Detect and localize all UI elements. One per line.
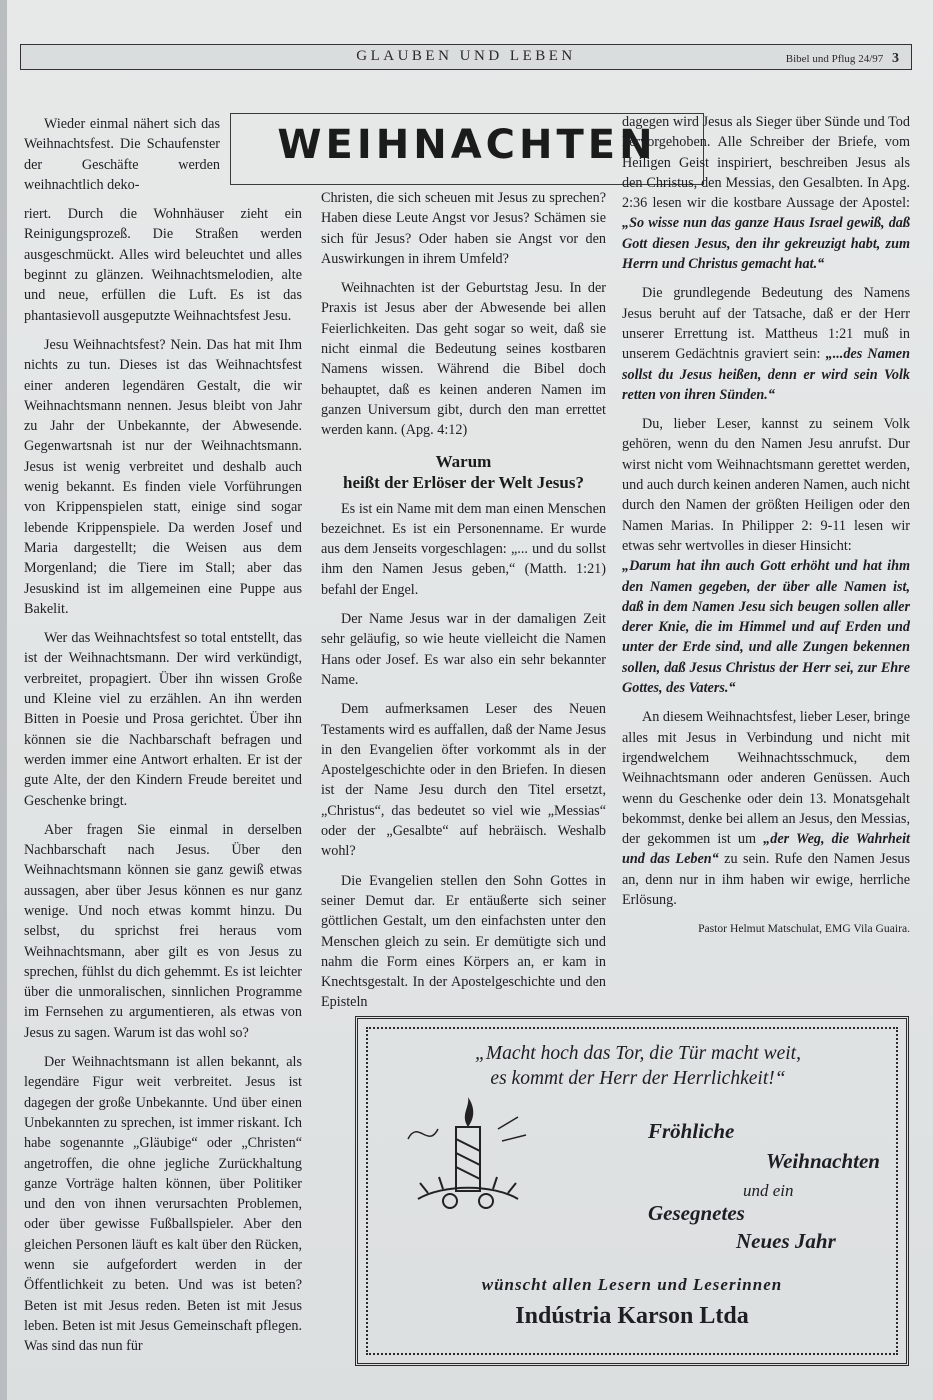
- text-run: An diesem Weihnachtsfest, lieber Leser, bringe alles mit Jesus in Verbindung und nicht mit irgendwelchem Weihnachtsschmuck, dem Weihnachtsmann oder anderen Genüssen. Auch wenn du Geschenke oder dein 13. Monatsgehalt bekommst, denke bei allem an Jesus, den Messias, der gekommen ist um: [622, 709, 910, 848]
- subheading-line-2: heißt der Erlöser der Welt Jesus?: [343, 472, 584, 492]
- publication-name: Bibel und Pflug: [785, 53, 856, 65]
- text-run: zu sein. Rufe den Namen Jesus an, denn nur in ihm haben wir ewige, herrliche Erlösung.: [622, 851, 911, 908]
- paragraph: Es ist ein Name mit dem man einen Menschen bezeichnet. Es ist ein Personenname. Er wurde aus dem Jenseits vorgeschlagen: „... und du sollst ihm den Namen Jesus geben,“ (Matth. 1:21) befahl der Engel.: [321, 500, 606, 598]
- paragraph: Aber fragen Sie einmal in derselben Nachbarschaft nach Jesus. Über den Weihnachtsmann können sie ganz gewiß etwas aussagen, aber über Jesus können es nur ganz wenige. Und noch etwas kommt hinzu. Du selbst, du sprichst frei heraus vom Weihnachtsmann, aber gilt es von Jesus zu sprechen, fühlst du dich gehemmt. Es ist leichter über die unmoralischen, sinnlichen Programme im Fernsehen zu argumentieren, als etwas von Jesus zu sagen. Warum ist das wohl so?: [24, 821, 302, 1041]
- paragraph: Wer das Weihnachtsfest so total entstellt, das ist der Weihnachtsmann. Der wird verkündigt, verbreitet, propagiert. Über ihn wissen Große und Kleine viel zu erzählen. An ihn werden Bitten in Poesie und Prosa gerichtet. Über ihn können sie die Nachbarschaft befragen und werden immer eine Antwort erhalten. Er ist der gute Alte, der den Kindern Freude bereitet und Geschenke bringt.: [24, 630, 302, 809]
- paragraph: [622, 414, 910, 698]
- ad-quote: [428, 1041, 848, 1091]
- issue-number: 24/97: [858, 53, 884, 65]
- paragraph: Dem aufmerksamen Leser des Neuen Testaments wird es auffallen, daß der Name Jesus in den Evangelien öfter vorkommt als in der Apostelgeschichte oder in den Briefen. In diesen ist der Name Jesu durch den Titel ersetzt, „Christus“, das bedeutet so viel wie „Messias“ oder der „Gesalbte“ auf hebräisch. Weshalb wohl?: [321, 701, 606, 860]
- paragraph: [622, 283, 910, 405]
- christmas-advertisement: [355, 1016, 909, 1366]
- ad-wish-line: wünscht allen Lesern und Leserinnen: [481, 1275, 783, 1294]
- subheading-line-1: Warum: [435, 451, 492, 471]
- paragraph: riert. Durch die Wohnhäuser zieht ein Reinigungsprozeß. Die Straßen werden ausgeschmückt. Alles wird beleuchtet und alles beginnt zu glänzen. Weihnachtsmelodien, alte und neue, erfüllen die Luft. Es ist das phantasievoll ausgeputzte Weihnachtsfest Jesu.: [24, 206, 302, 324]
- greeting-line-2: Weihnachten: [766, 1149, 880, 1173]
- column-left: [24, 114, 302, 1366]
- paragraph: Weihnachten ist der Geburtstag Jesu. In der Praxis ist Jesus aber der Abwesende bei allen Feierlichkeiten. Das geht sogar so weit, daß sie nicht einmal die Bedeutung seines kostbaren Namens wissen. Während die Bibel doch behauptet, daß es keinen anderen Namen im ganzen Universum gibt, durch den man errettet werden kann. (Apg. 4:12): [321, 280, 606, 439]
- paragraph: Der Name Jesus war in der damaligen Zeit sehr geläufig, so wie heute vielleicht die Namen Hans oder Josef. Es war also ein sehr bekannter Name.: [321, 611, 606, 688]
- greeting-line-4: Gesegnetes: [648, 1201, 745, 1225]
- paragraph: Die Evangelien stellen den Sohn Gottes in seiner Demut dar. Er entäußerte sich seiner göttlichen Gestalt, um den einfachsten unter den Menschen gleich zu sein. Er demütigte sich und nahm die Form eines Körpers an, er kam in Knechtsgestalt. In der Apostelgeschichte und den Episteln: [321, 872, 606, 1011]
- greeting-line-3: und ein: [743, 1181, 794, 1200]
- greeting-line-1: Fröhliche: [648, 1119, 735, 1143]
- greeting-line-5: Neues Jahr: [736, 1229, 836, 1253]
- paragraph: Jesu Weihnachtsfest? Nein. Das hat mit Ihm nichts zu tun. Dieses ist das Weihnachtsfest einer anderen legendären Gestalt, die wir Weihnachtsmann nennen. Jesus bleibt von Jahr zu Jahr der Unbekannte, der Abwesende. Gegenwartsnah ist nur der Weihnachtsmann. Jesus ist wenig verbreitet und deshalb auch wenig bekannt. Es finden viele Vorführungen von Krippenspielen statt, einige sind sogar lebende Krippenspiele. Da werden Josef und Maria dargestellt; die Weisen aus dem Morgenland; die Tiere im Stall; aber das Jesuskind ist im allgemeinen eine Puppe aus Bakelit.: [24, 336, 302, 617]
- text-run: dagegen wird Jesus als Sieger über Sünde und Tod hervorgehoben. Alle Schreiber der Briefe, vom Heiligen Geist inspiriert, beschreiben Jesus als den Christus, den Messias, den Gesalbten. In Apg. 2:36 lesen wir die kostbare Aussage der Apostel:: [622, 114, 910, 212]
- paragraph: Wieder einmal nähert sich das Weihnachtsfest. Die Schaufenster der Geschäfte werden weihnachtlich deko-: [24, 116, 220, 193]
- ad-company-name: Indústria Karson Ltda: [515, 1303, 749, 1329]
- page-number: 3: [892, 51, 899, 66]
- section-title: GLAUBEN UND LEBEN: [356, 48, 576, 64]
- page-spine-shadow: [0, 0, 7, 1400]
- candle-wreath-icon: [398, 1089, 538, 1229]
- author-signature: Pastor Helmut Matschulat, EMG Vila Guaira.: [698, 922, 910, 936]
- article-title: WEIHNACHTEN: [277, 122, 657, 168]
- paragraph: Der Weihnachtsmann ist allen bekannt, als legendäre Figur weit verbreitet. Jesus ist dagegen der große Unbekannte. Und über einen Unbekannten zu sprechen, ist immer riskant. Ich habe sogenannte „Gläubige“ oder „Christen“ angetroffen, die ohne jegliche Zurückhaltung ganze Vorträge halten können, über Politiker und den von ihnen verursachten Problemen, oder über gewisse Fußballspieler. Aber den gleichen Personen läuft es kalt über den Rücken, wenn sie aufgefordert werden in der Öffentlichkeit zu beten. Und was ist beten? Beten ist mit Jesus reden. Beten ist mit Jesus leben. Beten ist mit Jesus Gemeinschaft pflegen. Was sind das nun für: [24, 1054, 302, 1355]
- bible-quote: „So wisse nun das ganze Haus Israel gewiß, daß Gott diesen Jesus, den ihr gekreuzigt habt, zum Herrn und Christus gemacht hat.“: [622, 215, 910, 273]
- column-right: [622, 112, 910, 940]
- column-middle: [321, 188, 606, 1022]
- subheading: [321, 451, 606, 493]
- page-header: [20, 44, 912, 70]
- text-run: Die grundlegende Bedeutung des Namens Jesus beruht auf der Tatsache, daß er der Herr unserer Errettung ist. Mattheus 1:21 muß in unserem Gedächtnis graviert sein:: [622, 285, 910, 363]
- bible-quote: „...des Namen sollst du Jesus heißen, denn er wird sein Volk retten von ihren Sünden.“: [622, 346, 910, 403]
- paragraph: [622, 112, 910, 274]
- header-meta: [786, 51, 899, 67]
- bible-quote: „der Weg, die Wahrheit und das Leben“: [622, 831, 910, 868]
- bible-quote: „Darum hat ihn auch Gott erhöht und hat ihm den Namen gegeben, der über alle Namen ist, daß in dem Namen Jesu sich beugen sollen aller derer Knie, die im Himmel und auf Erden und unter der Erde sind, und alle Zungen bekennen sollen, daß Jesus Christus der Herr sei, zur Ehre Gottes, des Vaters.“: [622, 558, 910, 697]
- ad-quote-line-1: „Macht hoch das Tor, die Tür macht weit,: [475, 1043, 801, 1064]
- text-run: Du, lieber Leser, kannst zu seinem Volk gehören, wenn du den Namen Jesu anrufst. Dur wirst nicht vom Weihnachtsmann gerettet werden, und auch durch keinen anderen Namen, auch nicht durch den Namen der größten Heiligen oder den Namen Marias. In Philipper 2: 9-11 lesen wir etwas sehr wertvolles in dieser Hinsicht:: [622, 416, 910, 554]
- ad-quote-line-2: es kommt der Herr der Herrlichkeit!“: [490, 1068, 786, 1089]
- paragraph: [622, 707, 910, 910]
- paragraph: Christen, die sich scheuen mit Jesus zu sprechen? Haben diese Leute Angst vor Jesus? Schämen sie sich für Jesus? Oder haben sie Angst vor den Auswirkungen in ihrem Umfeld?: [321, 190, 606, 267]
